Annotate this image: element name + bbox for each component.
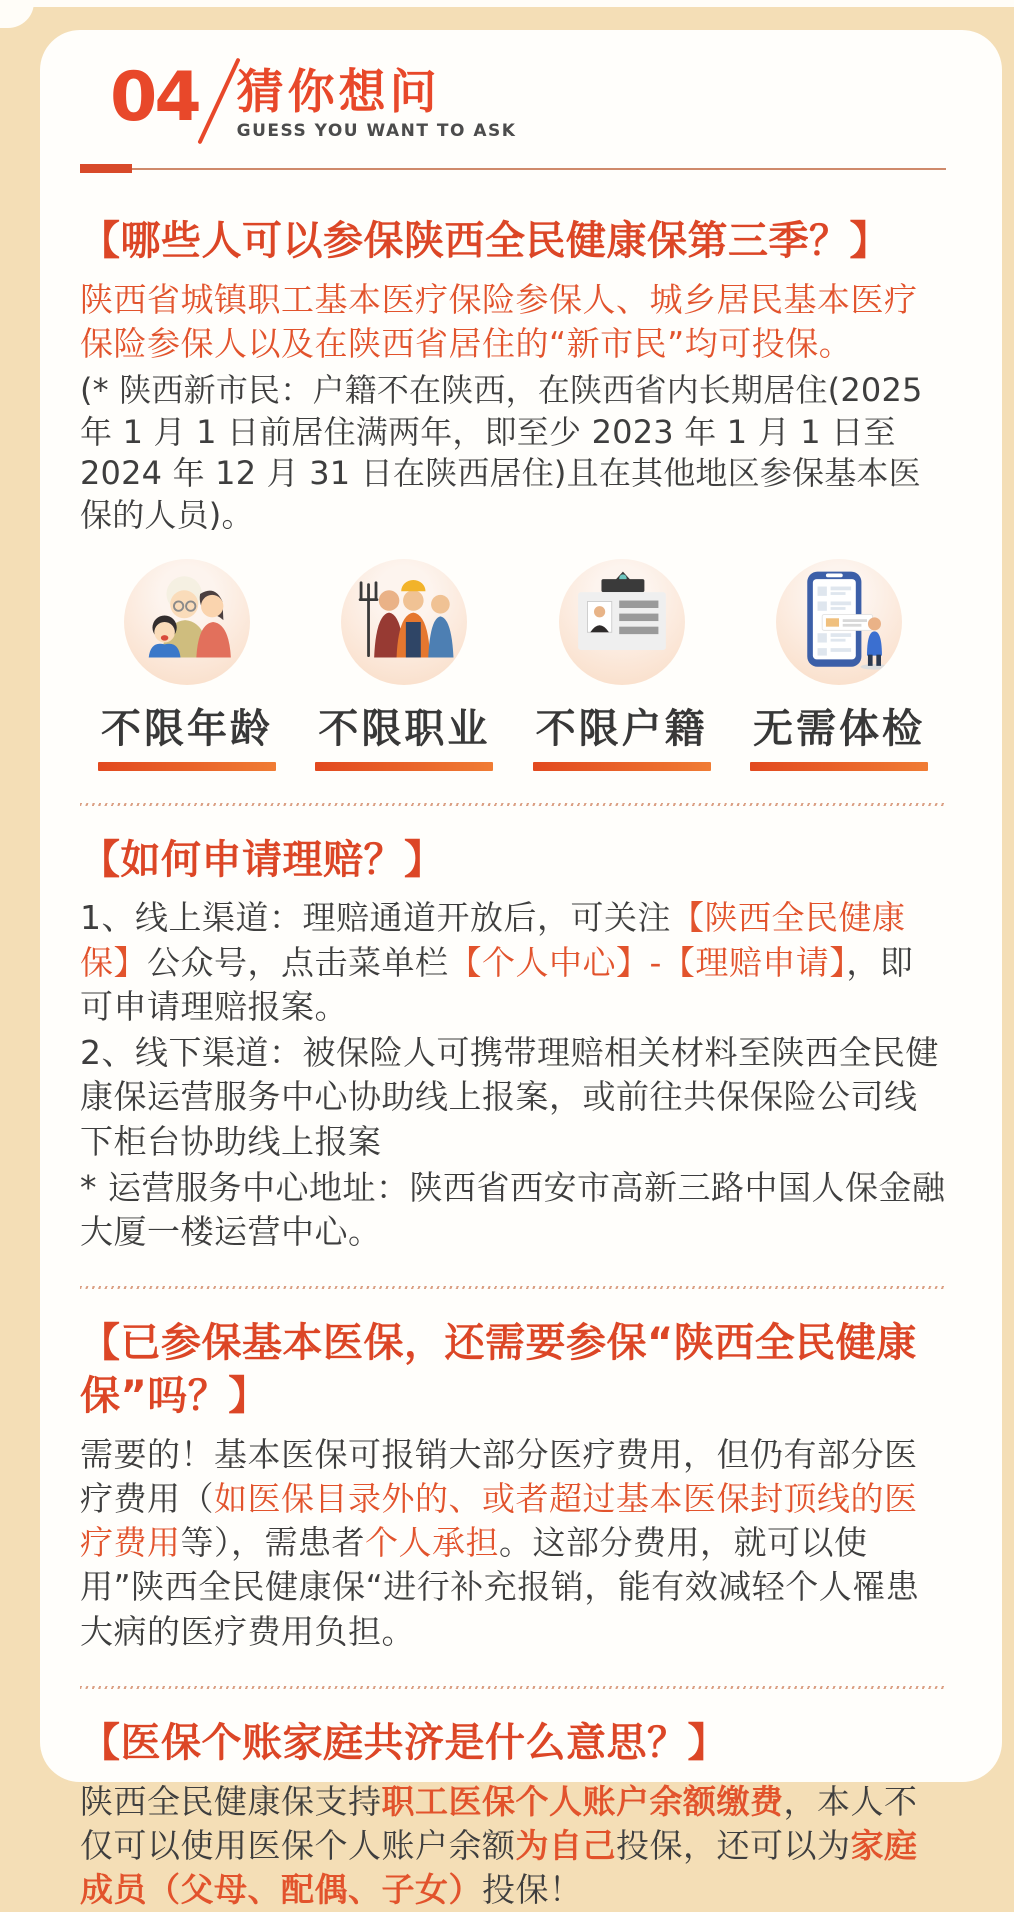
- feature-underline: [98, 762, 276, 771]
- feature-label: 无需体检: [752, 705, 925, 752]
- claims-offline-channel: 2、线下渠道：被保险人可携带理赔相关材料至陕西全民健康保运营服务中心协助线上报案，或前往共保保险公司线下柜台协助线上报案: [80, 1033, 939, 1161]
- feature-no-household-limit: [517, 559, 727, 771]
- section-header: [80, 58, 946, 173]
- feature-no-age-limit: [82, 559, 292, 771]
- dashed-divider: [80, 1286, 946, 1289]
- answer-highlight: 陕西省城镇职工基本医疗保险参保人、城乡居民基本医疗保险参保人以及在陕西省居住的“新市民”均可投保。: [80, 279, 918, 364]
- slash-decoration: [197, 58, 240, 145]
- qa-section-basic-medical: [80, 1317, 946, 1654]
- content-card: [40, 30, 1002, 1910]
- feature-no-checkup: [734, 559, 944, 771]
- feature-label: 不限年龄: [101, 705, 273, 752]
- phone-checkup-icon: [776, 559, 902, 685]
- family-icon: [124, 559, 250, 685]
- qa-section-claims: [80, 834, 946, 1255]
- qa-section-eligibility: [80, 215, 946, 771]
- feature-label: 不限职业: [318, 705, 491, 752]
- feature-underline: [315, 762, 493, 771]
- question-title: 【医保个账家庭共济是什么意思？】: [80, 1719, 728, 1766]
- family-account-answer: 陕西全民健康保支持职工医保个人账户余额缴费，本人不仅可以使用医保个人账户余额为自己投保，还可以为家庭成员（父母、配偶、子女）投保！: [80, 1781, 918, 1910]
- dashed-divider: [80, 803, 946, 806]
- previous-card-remnant: [0, 0, 1014, 7]
- feature-label: 不限户籍: [535, 705, 708, 752]
- previous-card-corner: [0, 0, 34, 28]
- question-title: 【哪些人可以参保陕西全民健康保第三季？】: [80, 218, 890, 264]
- answer-note: (* 陕西新市民：户籍不在陕西，在陕西省内长期居住(2025 年 1 月 1 日前居住满两年，即至少 2023 年 1 月 1 日至 2024 年 12 月 31 日在陕西居住)且在其他地区参保基本医保的人员)。: [80, 371, 923, 535]
- basic-medical-answer: 需要的！基本医保可报销大部分医疗费用，但仍有部分医疗费用（如医保目录外的、或者超过基本医保封顶线的医疗费用等），需患者个人承担。这部分费用，就可以使用”陕西全民健康保“进行补充报销，能有效减轻个人罹患大病的医疗费用负担。: [80, 1434, 920, 1651]
- claims-online-channel: 1、线上渠道：理赔通道开放后，可关注【陕西全民健康保】公众号，点击菜单栏【个人中心】-【理赔申请】，即可申请理赔报案。: [80, 898, 914, 1026]
- page-title: 猜你想问: [236, 65, 441, 120]
- page-subtitle: GUESS YOU WANT TO ASK: [236, 121, 517, 142]
- dashed-divider: [80, 1686, 946, 1689]
- feature-underline: [533, 762, 711, 771]
- header-underline: [80, 164, 946, 173]
- underline-thick-segment: [80, 164, 132, 173]
- underline-thin-segment: [132, 168, 946, 170]
- feature-underline: [750, 762, 928, 771]
- question-title: 【如何申请理赔？】: [80, 836, 445, 883]
- id-card-icon: [559, 559, 685, 685]
- question-title: 【已参保基本医保，还需要参保“陕西全民健康保”吗？】: [80, 1320, 917, 1419]
- feature-row: [80, 559, 946, 771]
- section-number: 04: [110, 58, 199, 137]
- service-center-address: * 运营服务中心地址：陕西省西安市高新三路中国人保金融大厦一楼运营中心。: [80, 1167, 946, 1251]
- workers-icon: [341, 559, 467, 685]
- qa-section-family-account: [80, 1717, 946, 1912]
- feature-no-occupation-limit: [299, 559, 509, 771]
